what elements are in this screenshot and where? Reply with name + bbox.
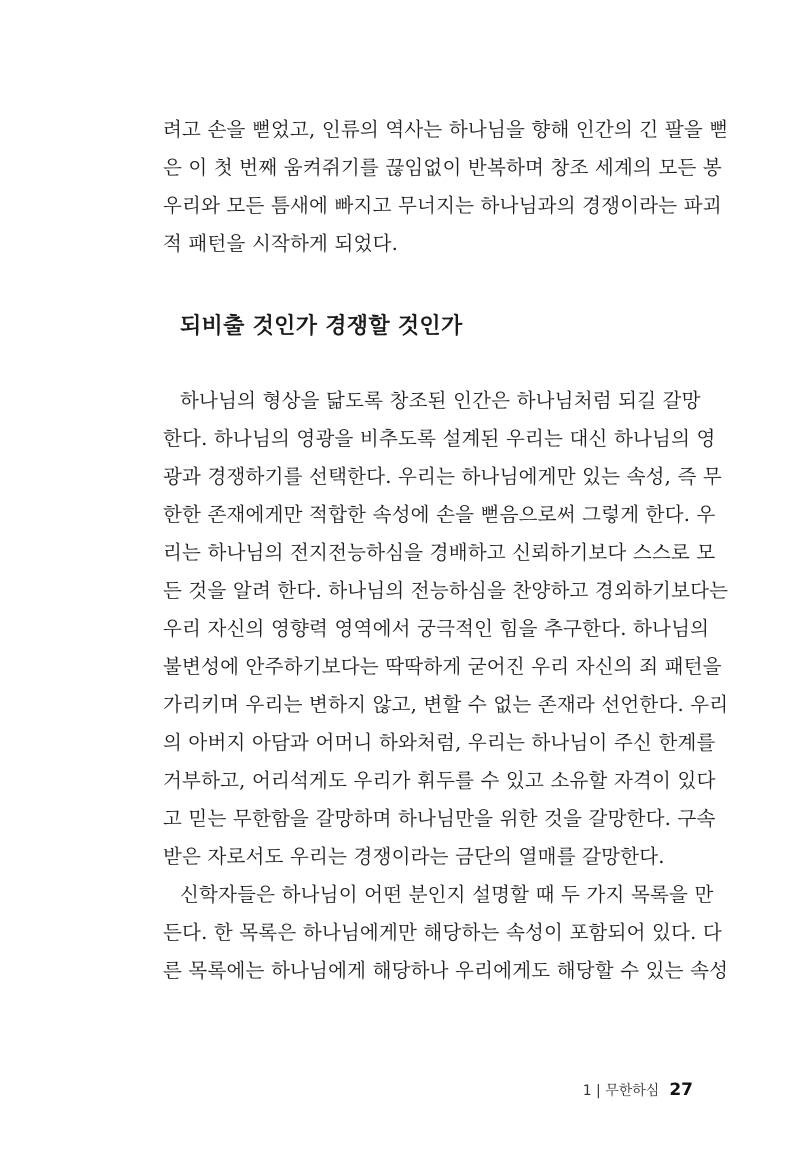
section-heading: 되비출 것인가 경쟁할 것인가	[180, 314, 463, 339]
body-text-line: 리는 하나님의 전지전능하심을 경배하고 신뢰하기보다 스스로 모	[163, 541, 716, 564]
body-text-line: 른 목록에는 하나님에게 해당하나 우리에게도 해당할 수 있는 속성	[163, 959, 729, 982]
body-text-line: 려고 손을 뻗었고, 인류의 역사는 하나님을 향해 인간의 긴 팔을 뻗	[163, 118, 729, 141]
body-text-line: 든 것을 알려 한다. 하나님의 전능하심을 찬양하고 경외하기보다는	[163, 579, 729, 602]
page-footer	[583, 1080, 693, 1100]
chapter-label: 1 | 무한하심	[582, 1083, 660, 1099]
body-text-line: 가리키며 우리는 변하지 않고, 변할 수 없는 존재라 선언한다. 우리	[163, 693, 729, 716]
body-text-line: 든다. 한 목록은 하나님에게만 해당하는 속성이 포함되어 있다. 다	[163, 921, 722, 944]
body-text-line: 우리와 모든 틈새에 빠지고 무너지는 하나님과의 경쟁이라는 파괴	[163, 194, 722, 217]
body-text-line: 불변성에 안주하기보다는 딱딱하게 굳어진 우리 자신의 죄 패턴을	[163, 655, 722, 678]
body-text-line: 우리 자신의 영향력 영역에서 궁극적인 힘을 추구한다. 하나님의	[163, 617, 710, 640]
body-text-line: 의 아버지 아담과 어머니 하와처럼, 우리는 하나님이 주신 한계를	[163, 731, 716, 754]
body-text-line: 받은 자로서도 우리는 경쟁이라는 금단의 열매를 갈망한다.	[163, 845, 665, 868]
page-number: 27	[669, 1080, 693, 1100]
body-text-line: 은 이 첫 번째 움켜쥐기를 끊임없이 반복하며 창조 세계의 모든 봉	[163, 156, 722, 179]
body-text-line: 한다. 하나님의 영광을 비추도록 설계된 우리는 대신 하나님의 영	[163, 427, 716, 450]
body-text-line: 거부하고, 어리석게도 우리가 휘두를 수 있고 소유할 자격이 있다	[163, 769, 716, 792]
body-text-line: 신학자들은 하나님이 어떤 분인지 설명할 때 두 가지 목록을 만	[180, 883, 714, 906]
body-text-line: 적 패턴을 시작하게 되었다.	[163, 232, 399, 255]
body-text-line: 고 믿는 무한함을 갈망하며 하나님만을 위한 것을 갈망한다. 구속	[163, 807, 716, 830]
body-text-line: 한한 존재에게만 적합한 속성에 손을 뻗음으로써 그렇게 한다. 우	[163, 503, 716, 526]
body-text-line: 하나님의 형상을 닮도록 창조된 인간은 하나님처럼 되길 갈망	[180, 389, 701, 412]
body-text-line: 광과 경쟁하기를 선택한다. 우리는 하나님에게만 있는 속성, 즉 무	[163, 465, 722, 488]
